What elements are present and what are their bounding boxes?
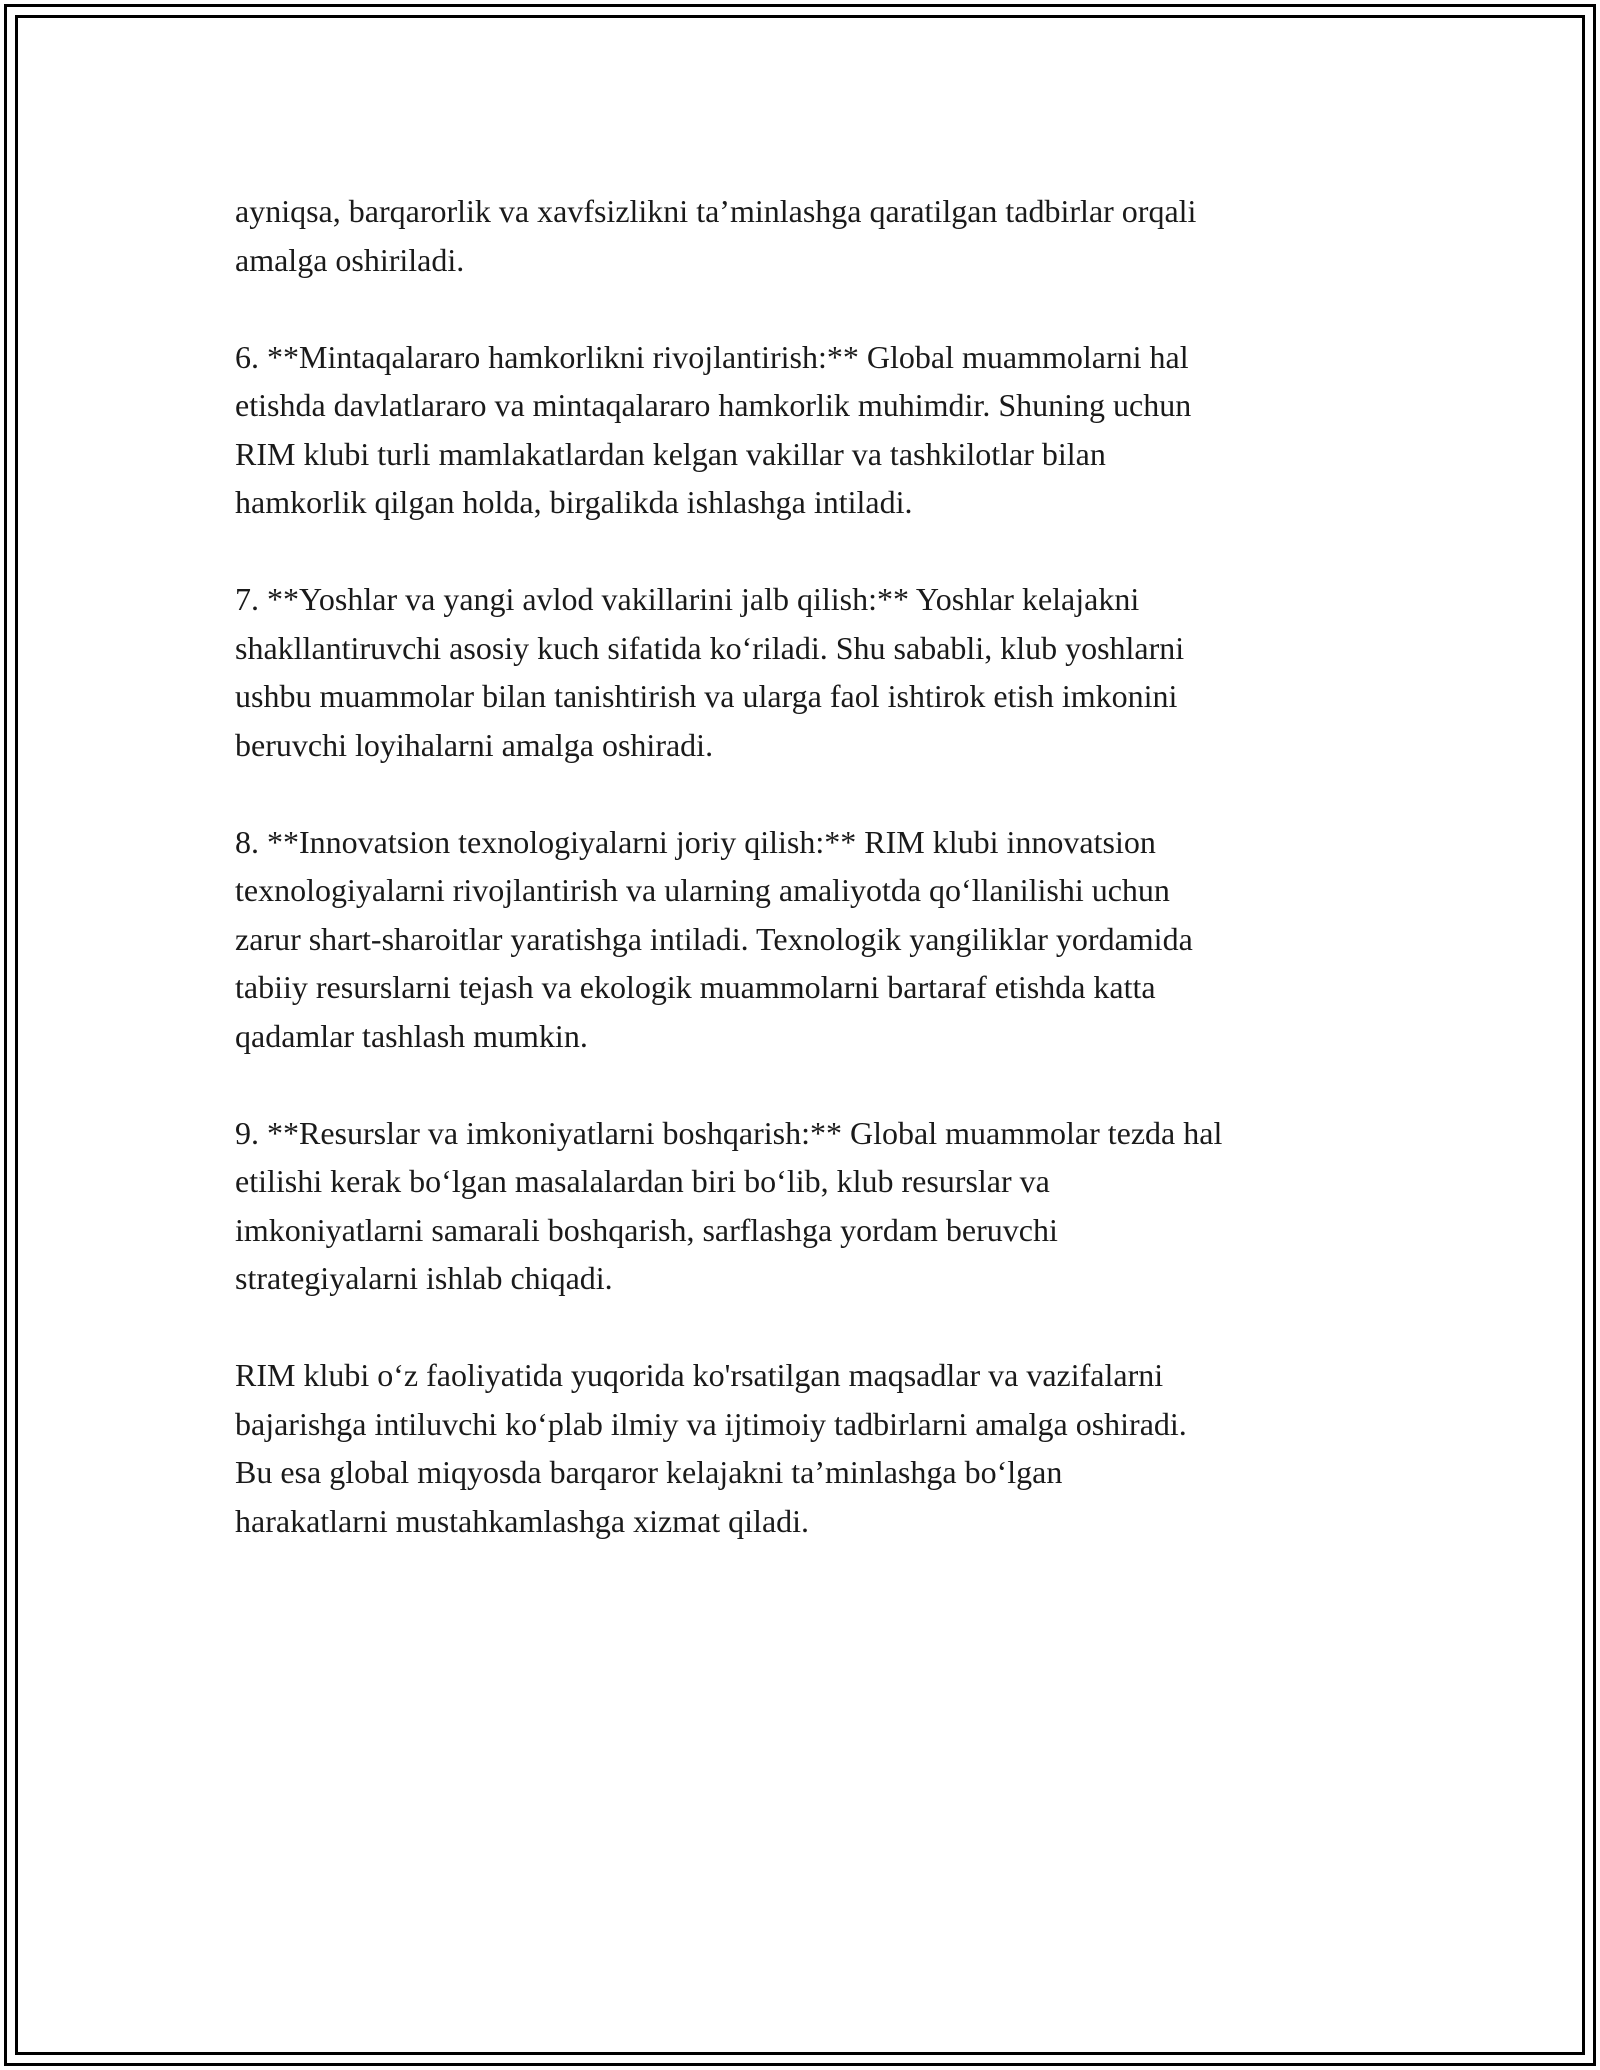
text-line: ayniqsa, barqarorlik va xavfsizlikni ta’minlashga qaratilgan tadbirlar orqali bbox=[235, 193, 1197, 229]
text-line: imkoniyatlarni samarali boshqarish, sarflashga yordam beruvchi bbox=[235, 1211, 1058, 1248]
text-line: 6. **Mintaqalararo hamkorlikni rivojlantirish:** Global muammolarni hal bbox=[235, 338, 1189, 375]
text-line: 7. **Yoshlar va yangi avlod vakillarini jalb qilish:** Yoshlar kelajakni bbox=[235, 581, 1140, 617]
paragraph-item-9 bbox=[235, 1109, 1385, 1303]
text-line: tabiiy resurslarni tejash va ekologik muammolarni bartaraf etishda katta bbox=[235, 969, 1156, 1005]
text-line: beruvchi loyihalarni amalga oshiradi. bbox=[235, 726, 714, 763]
text-line: hamkorlik qilgan holda, birgalikda ishlashga intiladi. bbox=[235, 484, 913, 520]
paragraph-item-8 bbox=[235, 818, 1385, 1061]
paragraph-item-7 bbox=[235, 575, 1385, 769]
text-line: RIM klubi turli mamlakatlardan kelgan vakillar va tashkilotlar bilan bbox=[235, 435, 1106, 472]
text-line: etishda davlatlararo va mintaqalararo hamkorlik muhimdir. Shuning uchun bbox=[235, 387, 1192, 423]
text-line: 9. **Resurslar va imkoniyatlarni boshqarish:** Global muammolar tezda hal bbox=[235, 1114, 1223, 1151]
text-line: 8. **Innovatsion texnologiyalarni joriy qilish:** RIM klubi innovatsion bbox=[235, 823, 1156, 860]
paragraph-item-6 bbox=[235, 333, 1385, 527]
text-line: Bu esa global miqyosda barqaror kelajakni ta’minlashga bo‘lgan bbox=[235, 1454, 1063, 1490]
document-body bbox=[235, 187, 1385, 1545]
text-line: ushbu muammolar bilan tanishtirish va ularga faol ishtirok etish imkonini bbox=[235, 678, 1178, 714]
text-line: amalga oshiriladi. bbox=[235, 241, 465, 278]
text-line: RIM klubi o‘z faoliyatida yuqorida ko'rsatilgan maqsadlar va vazifalarni bbox=[235, 1357, 1164, 1393]
paragraph-continuation bbox=[235, 187, 1385, 284]
paragraph-conclusion bbox=[235, 1351, 1385, 1545]
text-line: bajarishga intiluvchi ko‘plab ilmiy va ijtimoiy tadbirlarni amalga oshiradi. bbox=[235, 1405, 1187, 1442]
text-line: strategiyalarni ishlab chiqadi. bbox=[235, 1260, 613, 1296]
text-line: harakatlarni mustahkamlashga xizmat qiladi. bbox=[235, 1502, 810, 1539]
text-line: shakllantiruvchi asosiy kuch sifatida ko‘riladi. Shu sababli, klub yoshlarni bbox=[235, 629, 1185, 666]
text-line: etilishi kerak bo‘lgan masalalardan biri bo‘lib, klub resurslar va bbox=[235, 1163, 1050, 1199]
text-line: zarur shart-sharoitlar yaratishga intiladi. Texnologik yangiliklar yordamida bbox=[235, 920, 1193, 957]
text-line: qadamlar tashlash mumkin. bbox=[235, 1017, 588, 1054]
text-line: texnologiyalarni rivojlantirish va ularning amaliyotda qo‘llanilishi uchun bbox=[235, 872, 1170, 908]
